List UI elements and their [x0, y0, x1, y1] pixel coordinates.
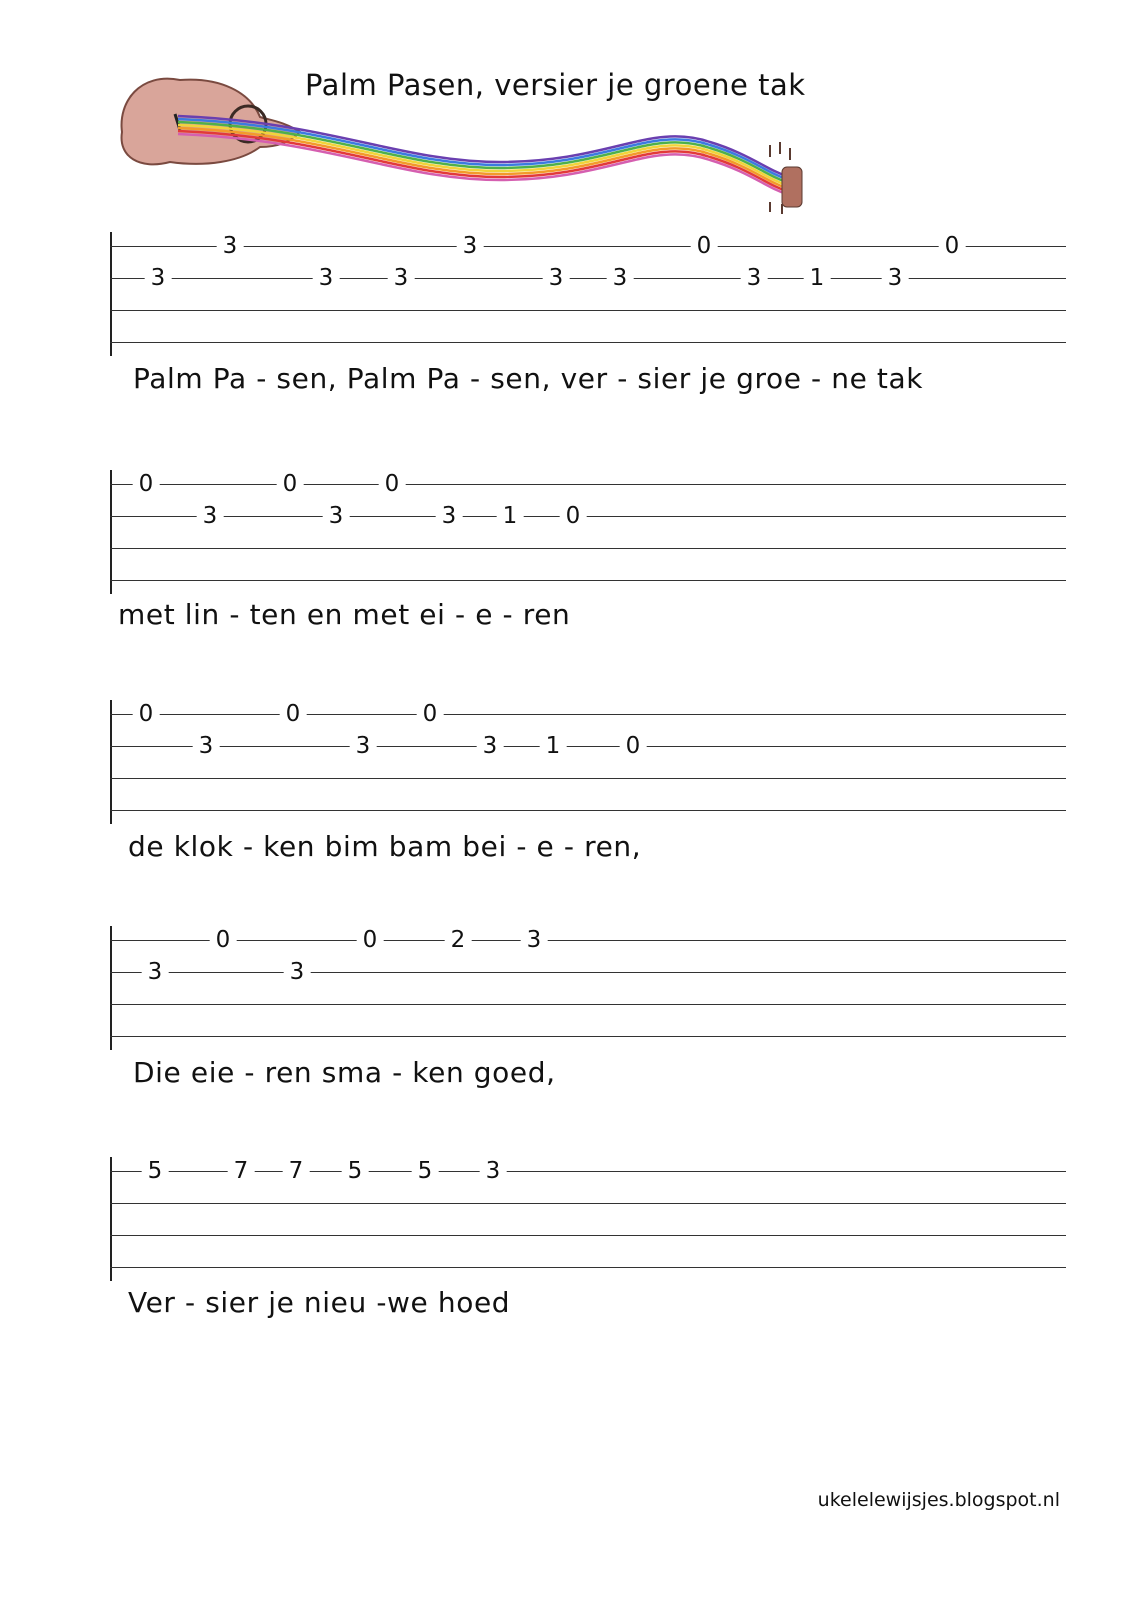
string-line — [110, 1267, 1066, 1268]
fret-number: 0 — [417, 702, 444, 726]
string-line — [110, 1036, 1066, 1037]
fret-number: 1 — [497, 504, 524, 528]
fret-number: 0 — [133, 702, 160, 726]
fret-number: 1 — [540, 734, 567, 758]
fret-number: 3 — [217, 234, 244, 258]
fret-number: 3 — [521, 928, 548, 952]
fret-number: 3 — [607, 266, 634, 290]
string-line — [110, 278, 1066, 279]
fret-number: 0 — [133, 472, 160, 496]
string-line — [110, 516, 1066, 517]
fret-number: 3 — [145, 266, 172, 290]
fret-number: 3 — [436, 504, 463, 528]
fret-number: 3 — [882, 266, 909, 290]
tab-staff — [106, 232, 1066, 362]
string-line — [110, 1235, 1066, 1236]
song-title: Palm Pasen, versier je groene tak — [305, 68, 806, 102]
fret-number: 0 — [620, 734, 647, 758]
fret-number: 3 — [323, 504, 350, 528]
fret-number: 3 — [142, 960, 169, 984]
lyric-line: Ver - sier je nieu -we hoed — [128, 1286, 511, 1319]
string-line — [110, 714, 1066, 715]
string-line — [110, 548, 1066, 549]
string-line — [110, 342, 1066, 343]
fret-number: 1 — [804, 266, 831, 290]
string-line — [110, 778, 1066, 779]
fret-number: 0 — [939, 234, 966, 258]
lyric-line: de klok - ken bim bam bei - e - ren, — [128, 830, 642, 863]
string-line — [110, 310, 1066, 311]
fret-number: 3 — [457, 234, 484, 258]
fret-number: 5 — [142, 1159, 169, 1183]
tab-staff — [106, 1157, 1066, 1287]
fret-number: 3 — [350, 734, 377, 758]
fret-number: 5 — [342, 1159, 369, 1183]
staff-barline — [110, 232, 112, 356]
string-line — [110, 246, 1066, 247]
string-line — [110, 810, 1066, 811]
fret-number: 7 — [228, 1159, 255, 1183]
fret-number: 3 — [543, 266, 570, 290]
fret-number: 3 — [197, 504, 224, 528]
tab-staff — [106, 926, 1066, 1056]
staff-barline — [110, 470, 112, 594]
tab-staff — [106, 700, 1066, 830]
fret-number: 3 — [741, 266, 768, 290]
fret-number: 5 — [412, 1159, 439, 1183]
staff-barline — [110, 1157, 112, 1281]
fret-number: 3 — [313, 266, 340, 290]
fret-number: 0 — [277, 472, 304, 496]
staff-barline — [110, 926, 112, 1050]
string-line — [110, 580, 1066, 581]
string-line — [110, 1203, 1066, 1204]
fret-number: 3 — [480, 1159, 507, 1183]
tab-staff — [106, 470, 1066, 600]
fret-number: 3 — [284, 960, 311, 984]
lyric-line: Die eie - ren sma - ken goed, — [133, 1056, 556, 1089]
string-line — [110, 940, 1066, 941]
lyric-line: met lin - ten en met ei - e - ren — [118, 598, 571, 631]
fret-number: 7 — [283, 1159, 310, 1183]
fret-number: 3 — [477, 734, 504, 758]
fret-number: 3 — [388, 266, 415, 290]
lyric-line: Palm Pa - sen, Palm Pa - sen, ver - sier je groe - ne tak — [133, 362, 924, 395]
fret-number: 0 — [691, 234, 718, 258]
string-line — [110, 746, 1066, 747]
fret-number: 0 — [560, 504, 587, 528]
fret-number: 3 — [193, 734, 220, 758]
fret-number: 0 — [210, 928, 237, 952]
string-line — [110, 484, 1066, 485]
string-line — [110, 1004, 1066, 1005]
blog-url: ukelelewijsjes.blogspot.nl — [817, 1489, 1060, 1511]
string-line — [110, 972, 1066, 973]
staff-barline — [110, 700, 112, 824]
fret-number: 0 — [379, 472, 406, 496]
fret-number: 0 — [357, 928, 384, 952]
fret-number: 0 — [280, 702, 307, 726]
fret-number: 2 — [445, 928, 472, 952]
